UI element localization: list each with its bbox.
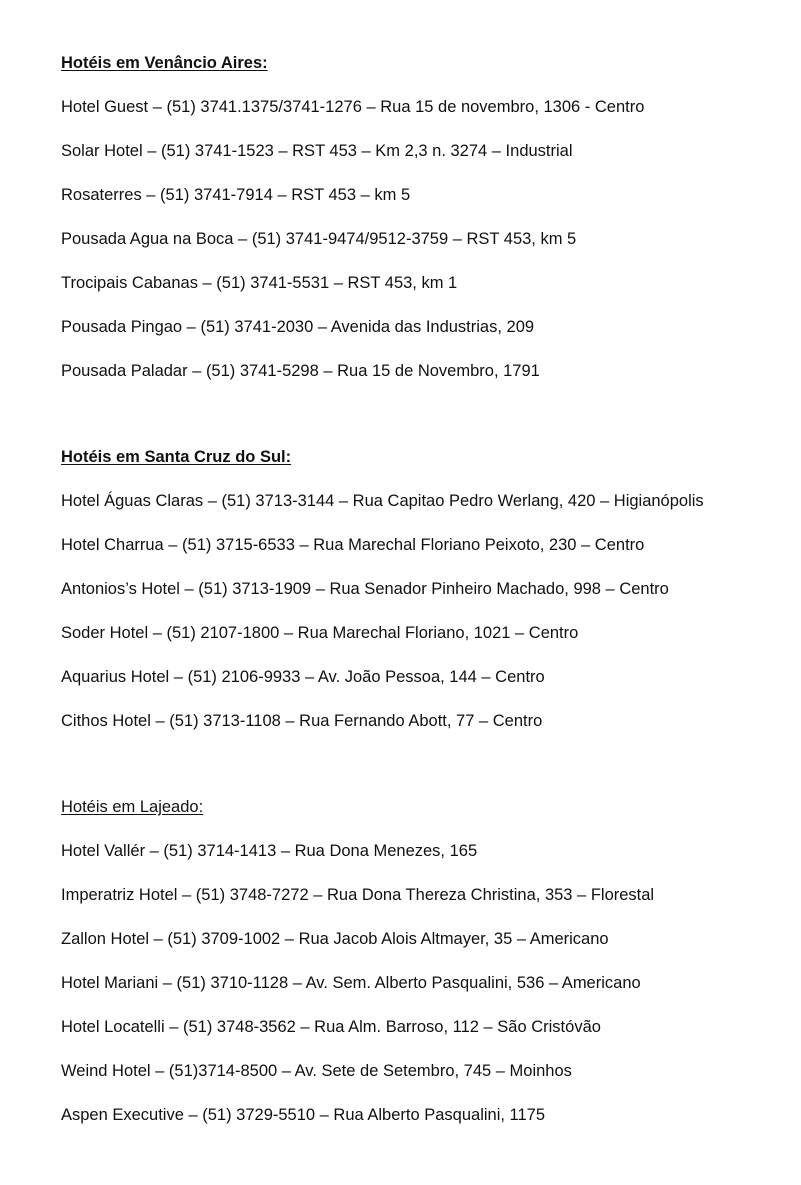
- hotel-entry: Hotel Charrua – (51) 3715-6533 – Rua Marechal Floriano Peixoto, 230 – Centro: [61, 536, 645, 554]
- hotel-entry: Weind Hotel – (51)3714-8500 – Av. Sete de Setembro, 745 – Moinhos: [61, 1062, 572, 1080]
- hotel-entry: Hotel Vallér – (51) 3714-1413 – Rua Dona Menezes, 165: [61, 842, 478, 860]
- hotel-entry: Trocipais Cabanas – (51) 3741-5531 – RST 453, km 1: [61, 274, 458, 292]
- section-venancio-aires: [61, 53, 781, 405]
- section-lajeado: [61, 797, 781, 1149]
- hotel-entry: Pousada Paladar – (51) 3741-5298 – Rua 15 de Novembro, 1791: [61, 362, 540, 380]
- hotel-entry: Cithos Hotel – (51) 3713-1108 – Rua Fernando Abott, 77 – Centro: [61, 712, 543, 730]
- hotel-entry: Rosaterres – (51) 3741-7914 – RST 453 – km 5: [61, 186, 411, 204]
- hotel-entry: Hotel Locatelli – (51) 3748-3562 – Rua Alm. Barroso, 112 – São Cristóvão: [61, 1018, 601, 1036]
- hotel-entry: Antonios’s Hotel – (51) 3713-1909 – Rua Senador Pinheiro Machado, 998 – Centro: [61, 580, 669, 598]
- section-santa-cruz-do-sul: [61, 447, 781, 755]
- hotel-entry: Aquarius Hotel – (51) 2106-9933 – Av. João Pessoa, 144 – Centro: [61, 668, 545, 686]
- hotel-entry: Hotel Águas Claras – (51) 3713-3144 – Rua Capitao Pedro Werlang, 420 – Higianópolis: [61, 492, 704, 510]
- section-heading: Hotéis em Santa Cruz do Sul:: [61, 448, 292, 466]
- hotel-entry: Hotel Guest – (51) 3741.1375/3741-1276 – Rua 15 de novembro, 1306 - Centro: [61, 98, 645, 116]
- hotel-entry: Pousada Pingao – (51) 3741-2030 – Avenida das Industrias, 209: [61, 318, 535, 336]
- hotel-entry: Zallon Hotel – (51) 3709-1002 – Rua Jacob Alois Altmayer, 35 – Americano: [61, 930, 609, 948]
- hotel-entry: Pousada Agua na Boca – (51) 3741-9474/9512-3759 – RST 453, km 5: [61, 230, 577, 248]
- section-heading: Hotéis em Lajeado:: [61, 798, 204, 816]
- hotel-entry: Solar Hotel – (51) 3741-1523 – RST 453 – Km 2,3 n. 3274 – Industrial: [61, 142, 573, 160]
- section-heading: Hotéis em Venâncio Aires:: [61, 54, 268, 72]
- hotel-entry: Hotel Mariani – (51) 3710-1128 – Av. Sem. Alberto Pasqualini, 536 – Americano: [61, 974, 641, 992]
- hotel-entry: Soder Hotel – (51) 2107-1800 – Rua Marechal Floriano, 1021 – Centro: [61, 624, 579, 642]
- hotel-entry: Imperatriz Hotel – (51) 3748-7272 – Rua Dona Thereza Christina, 353 – Florestal: [61, 886, 655, 904]
- hotel-entry: Aspen Executive – (51) 3729-5510 – Rua Alberto Pasqualini, 1175: [61, 1106, 546, 1124]
